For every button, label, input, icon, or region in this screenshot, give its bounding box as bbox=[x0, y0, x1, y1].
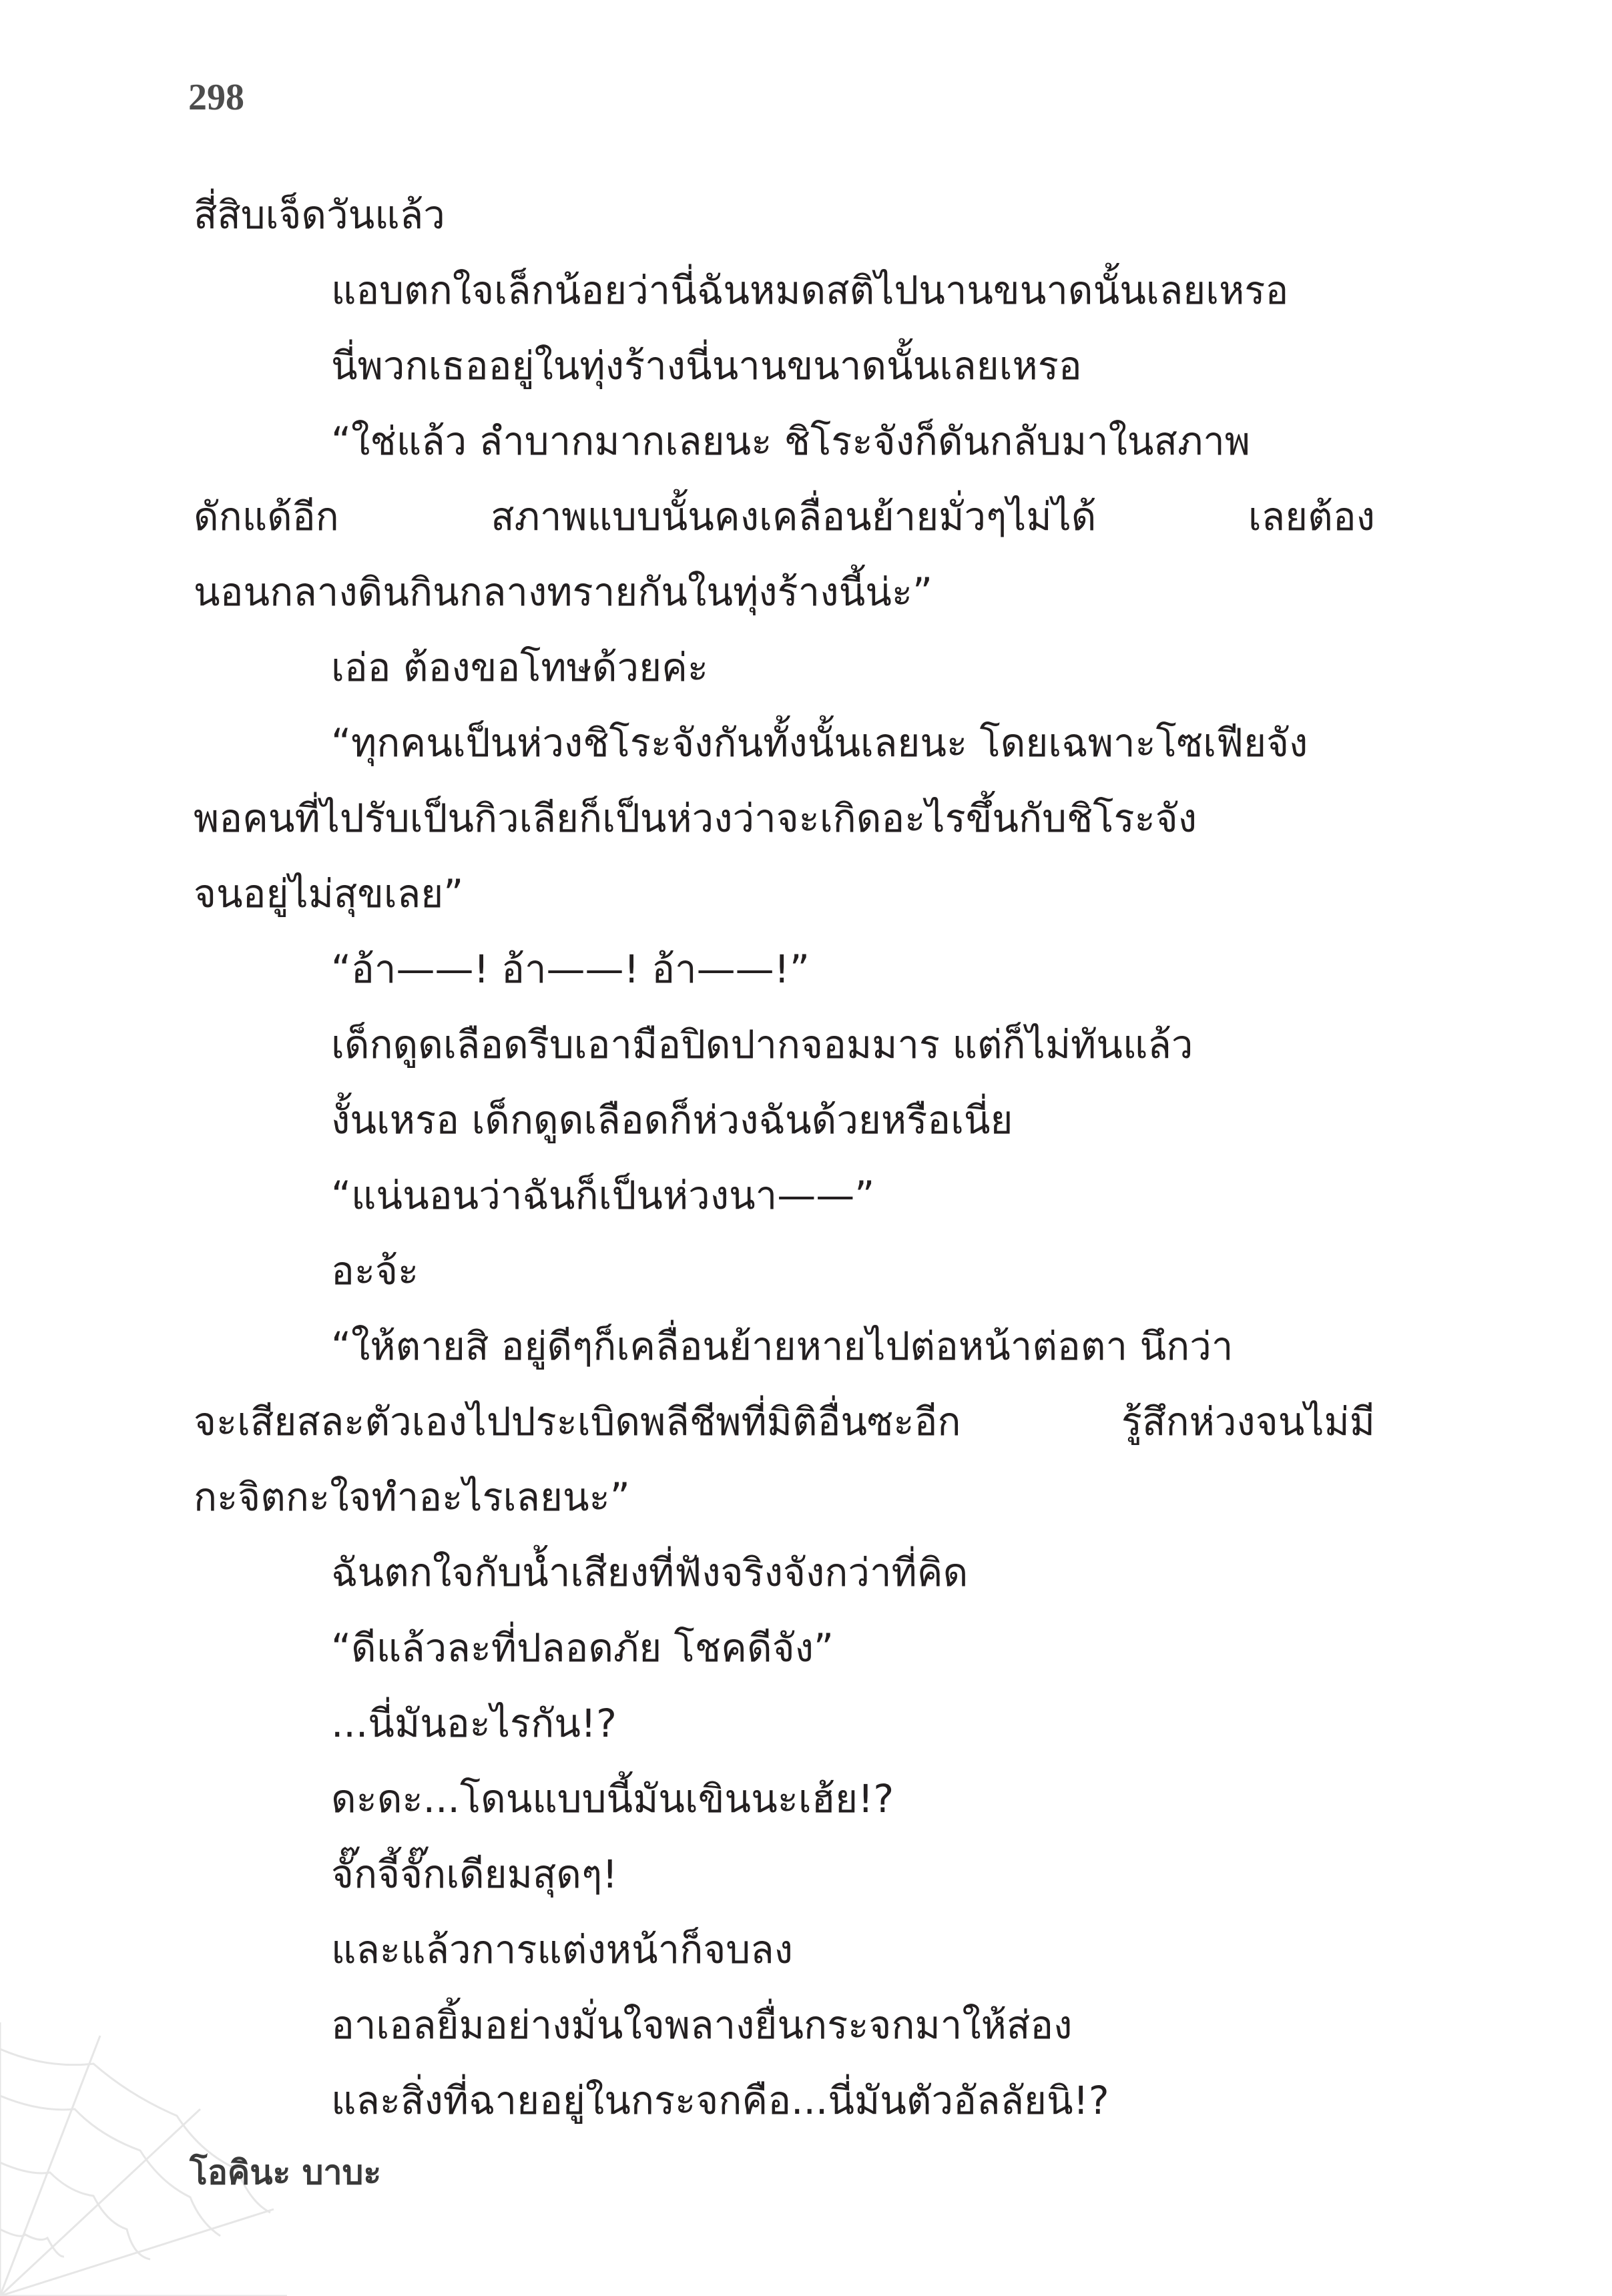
author-name: โอคินะ บาบะ bbox=[190, 2153, 382, 2192]
text-line: อาเอลยิ้มอย่างมั่นใจพลางยื่นกระจกมาให้ส่อง bbox=[331, 2002, 1073, 2048]
text-line: พอคนที่ไปรับเป็นกิวเลียก็เป็นห่วงว่าจะเกิดอะไรขึ้นกับชิโระจัง bbox=[194, 796, 1197, 841]
text-line: แอบตกใจเล็กน้อยว่านี่ฉันหมดสติไปนานขนาดนั้นเลยเหรอ bbox=[331, 268, 1289, 313]
text-line: “ดีแล้วละที่ปลอดภัย โชคดีจัง” bbox=[331, 1625, 834, 1671]
text-line: ดะดะ...โดนแบบนี้มันเขินนะเฮ้ย!? bbox=[331, 1776, 894, 1821]
text-line: “อ้า——! อ้า——! อ้า——!” bbox=[331, 946, 810, 992]
text-line: “ใช่แล้ว ลำบากมากเลยนะ ชิโระจังก็ดันกลับมาในสภาพ bbox=[331, 418, 1251, 464]
text-line: ...นี่มันอะไรกัน!? bbox=[331, 1701, 617, 1746]
body-text bbox=[194, 178, 1375, 2138]
page-number: 298 bbox=[188, 77, 244, 118]
text-line: จนอยู่ไม่สุขเลย” bbox=[194, 871, 464, 916]
text-line: อะจ้ะ bbox=[331, 1248, 419, 1294]
text-line: “ทุกคนเป็นห่วงชิโระจังกันทั้งนั้นเลยนะ โดยเฉพาะโซเฟียจัง bbox=[331, 720, 1308, 766]
text-line: กะจิตกะใจทำอะไรเลยนะ” bbox=[194, 1474, 630, 1520]
text-line: งั้นเหรอ เด็กดูดเลือดก็ห่วงฉันด้วยหรือเนี่ย bbox=[331, 1097, 1013, 1143]
text-line: เด็กดูดเลือดรีบเอามือปิดปากจอมมาร แต่ก็ไม่ทันแล้ว bbox=[331, 1022, 1193, 1067]
text-line: ดักแด้อีก สภาพแบบนั้นคงเคลื่อนย้ายมั่วๆไม่ได้ เลยต้อง bbox=[194, 494, 1375, 539]
text-line: สี่สิบเจ็ดวันแล้ว bbox=[194, 192, 445, 238]
text-line: ฉันตกใจกับน้ำเสียงที่ฟังจริงจังกว่าที่คิด bbox=[331, 1550, 969, 1595]
text-line: และสิ่งที่ฉายอยู่ในกระจกคือ...นี่มันตัวอัลลัยนิ!? bbox=[331, 2078, 1109, 2123]
text-line: นอนกลางดินกินกลางทรายกันในทุ่งร้างนี้น่ะ” bbox=[194, 569, 933, 615]
text-line: จะเสียสละตัวเองไปประเบิดพลีชีพที่มิติอื่นซะอีก รู้สึกห่วงจนไม่มี bbox=[194, 1399, 1375, 1444]
text-line: นี่พวกเธออยู่ในทุ่งร้างนี่นานขนาดนั้นเลยเหรอ bbox=[331, 343, 1082, 388]
text-line: “แน่นอนว่าฉันก็เป็นห่วงนา——” bbox=[331, 1173, 875, 1218]
text-line: เอ่อ ต้องขอโทษด้วยค่ะ bbox=[331, 645, 709, 690]
text-line: และแล้วการแต่งหน้าก็จบลง bbox=[331, 1927, 794, 1972]
text-line: “ให้ตายสิ อยู่ดีๆก็เคลื่อนย้ายหายไปต่อหน้าต่อตา นึกว่า bbox=[331, 1324, 1234, 1369]
text-line: จั๊กจี้จั๊กเดียมสุดๆ! bbox=[331, 1851, 618, 1897]
